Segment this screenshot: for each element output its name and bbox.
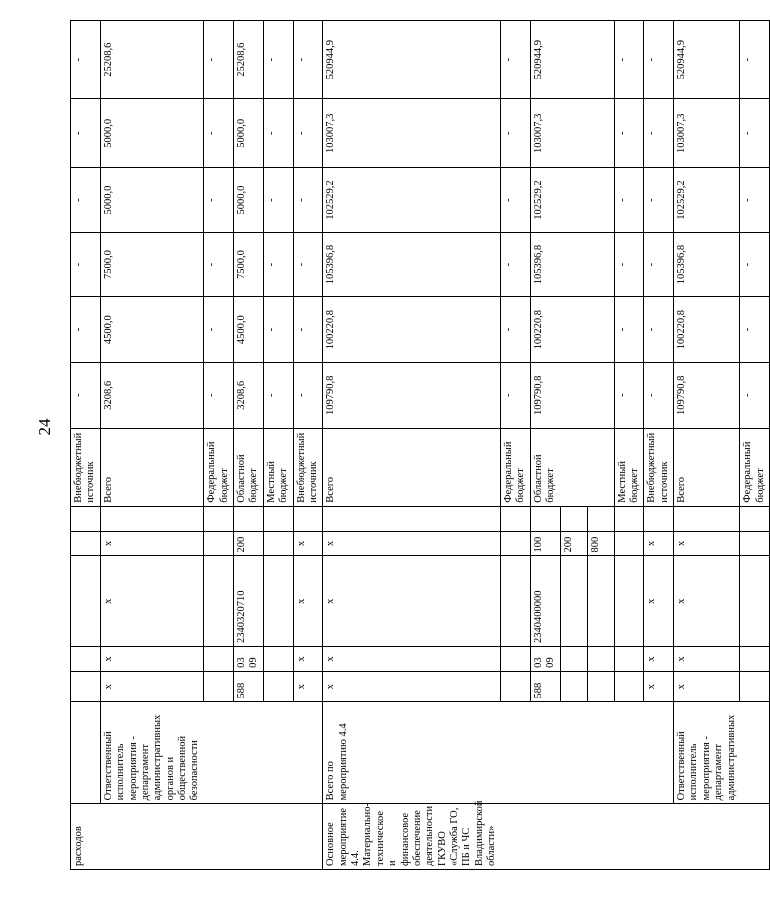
table-cell: 520944,9 [530,21,560,99]
table-cell [674,506,740,531]
table-cell: 109790,8 [674,362,740,428]
table-cell: расходов [71,804,101,870]
table-row [323,21,501,870]
table-cell: Внебюджетный источник [71,428,101,506]
table-cell: - [501,21,531,99]
table-cell [740,531,770,556]
table-cell [614,556,644,647]
table-cell: - [71,168,101,233]
table-cell [293,804,323,870]
table-cell [587,21,614,99]
table-cell: 25208,6 [234,21,264,99]
table-cell: - [263,297,293,363]
table-cell [263,531,293,556]
table-cell: 100220,8 [530,297,560,363]
table-cell [740,506,770,531]
table-cell: х [323,556,501,647]
table-cell: х [323,647,501,672]
table-cell [644,702,674,804]
table-cell [501,671,531,702]
table-cell [587,702,614,804]
table-cell [501,531,531,556]
table-cell [263,556,293,647]
table-cell: 102529,2 [674,168,740,233]
table-row [530,21,560,870]
table-row [501,21,531,870]
table-cell: - [501,168,531,233]
table-cell: х [100,531,204,556]
table-cell: 520944,9 [323,21,501,99]
table-cell [560,428,587,506]
table-cell [100,804,204,870]
table-cell: Областной бюджет [530,428,560,506]
table-cell: 200 [560,531,587,556]
table-cell [204,671,234,702]
table-cell: Всего [674,428,740,506]
table-cell: Ответственный исполнитель мероприятия - департамент административных органов и общественной безопасности [100,702,204,804]
table-cell: 100 [530,531,560,556]
table-cell [560,297,587,363]
table-cell: Федеральный бюджет [740,428,770,506]
table-cell: 3208,6 [100,362,204,428]
table-cell: 5000,0 [100,99,204,168]
table-cell: - [740,232,770,297]
table-cell: 103007,3 [674,99,740,168]
table-cell: 800 [587,531,614,556]
table-cell: х [293,556,323,647]
table-cell: х [644,531,674,556]
table-cell: 4500,0 [100,297,204,363]
table-cell [263,702,293,804]
table-cell [263,804,293,870]
table-cell [740,702,770,804]
table-row [263,21,293,870]
table-cell: х [100,556,204,647]
table-cell: Ответственный исполнитель мероприятия - департамент административных [674,702,740,804]
table-cell [560,362,587,428]
table-cell [234,804,264,870]
table-cell [71,671,101,702]
table-cell: - [293,232,323,297]
table-cell: х [100,647,204,672]
table-cell: - [740,362,770,428]
table-cell [501,556,531,647]
table-cell: - [614,99,644,168]
table-row [644,21,674,870]
table-cell: х [674,671,740,702]
table-cell: - [614,362,644,428]
table-row [293,21,323,870]
table-cell: - [204,99,234,168]
table-cell [740,556,770,647]
table-cell [614,671,644,702]
table-cell: - [204,168,234,233]
table-cell: Внебюджетный источник [644,428,674,506]
table-row [100,21,204,870]
table-cell [293,702,323,804]
table-cell [263,647,293,672]
table-cell: 109790,8 [530,362,560,428]
table-cell: - [263,21,293,99]
table-cell [501,647,531,672]
table-cell: - [644,99,674,168]
table-cell: 7500,0 [100,232,204,297]
table-cell: 588 [234,671,264,702]
table-cell: - [614,21,644,99]
table-cell: 105396,8 [323,232,501,297]
table-cell [560,804,587,870]
table-cell: х [293,647,323,672]
rotated-table-content [70,20,766,870]
table-cell: 105396,8 [530,232,560,297]
table-cell: - [204,21,234,99]
table-cell: х [293,671,323,702]
table-cell [587,647,614,672]
table-cell [560,99,587,168]
table-cell [560,232,587,297]
table-cell [204,556,234,647]
table-cell: 100220,8 [323,297,501,363]
table-cell: - [263,232,293,297]
table-cell: - [644,362,674,428]
table-cell [587,506,614,531]
table-cell [204,647,234,672]
table-cell: 2340320710 [234,556,264,647]
table-cell [587,804,614,870]
table-cell [614,804,644,870]
table-cell: - [644,297,674,363]
table-cell [587,556,614,647]
table-cell [204,804,234,870]
table-cell: - [71,297,101,363]
table-cell: Местный бюджет [614,428,644,506]
table-cell: 100220,8 [674,297,740,363]
table-cell: х [293,531,323,556]
table-cell: - [71,99,101,168]
table-cell [501,506,531,531]
table-cell [71,506,101,531]
table-cell: - [204,297,234,363]
table-row [234,21,264,870]
table-cell: - [501,99,531,168]
table-cell: х [674,647,740,672]
table-cell: - [263,168,293,233]
table-cell: 102529,2 [530,168,560,233]
table-cell: 103007,3 [530,99,560,168]
table-cell: 109790,8 [323,362,501,428]
table-cell [234,702,264,804]
table-cell: - [501,232,531,297]
table-cell: Областной бюджет [234,428,264,506]
table-cell [560,506,587,531]
table-cell: 520944,9 [674,21,740,99]
table-cell [204,702,234,804]
table-cell: - [740,297,770,363]
table-cell: х [644,671,674,702]
table-cell: - [614,168,644,233]
table-cell: Основное мероприятие 4.4. Материально-техническое и финансовое обеспечение деятельности ГКУВО «Служба ГО, ПБ и ЧС Владимирской области» [323,804,501,870]
table-row [587,21,614,870]
table-cell: Всего по мероприятию 4.4 [323,702,501,804]
table-cell [204,506,234,531]
table-cell [560,168,587,233]
table-cell: Всего [323,428,501,506]
table-row [674,21,740,870]
table-cell: 25208,6 [100,21,204,99]
table-cell [323,506,501,531]
table-cell [234,506,264,531]
table-cell [740,804,770,870]
rotated-table-frame [70,20,766,870]
table-cell: 5000,0 [234,99,264,168]
table-cell: 105396,8 [674,232,740,297]
table-cell [530,506,560,531]
table-cell: 588 [530,671,560,702]
table-cell: Всего [100,428,204,506]
table-cell: - [71,21,101,99]
table-cell: - [614,232,644,297]
table-cell [587,428,614,506]
table-cell: - [293,168,323,233]
table-cell [263,506,293,531]
table-cell [587,99,614,168]
table-cell: Федеральный бюджет [204,428,234,506]
table-cell: 7500,0 [234,232,264,297]
table-cell [674,804,740,870]
table-cell: - [644,232,674,297]
table-cell: - [263,99,293,168]
table-cell [560,647,587,672]
table-cell [560,702,587,804]
table-cell [740,647,770,672]
table-cell: х [674,531,740,556]
table-cell: 4500,0 [234,297,264,363]
table-cell [71,531,101,556]
table-cell: - [71,232,101,297]
table-cell [644,506,674,531]
table-cell: х [644,647,674,672]
table-cell [587,671,614,702]
table-cell: 103007,3 [323,99,501,168]
table-row [614,21,644,870]
table-cell: х [644,556,674,647]
table-row [740,21,770,870]
table-cell [740,671,770,702]
page-number: 24 [35,418,54,436]
table-cell: - [263,362,293,428]
table-cell [501,804,531,870]
table-cell [501,702,531,804]
table-cell [293,506,323,531]
table-cell: - [293,362,323,428]
table-cell [204,531,234,556]
table-cell: 102529,2 [323,168,501,233]
table-cell [530,702,560,804]
table-cell: Местный бюджет [263,428,293,506]
table-cell: 3208,6 [234,362,264,428]
table-cell: - [71,362,101,428]
table-row [560,21,587,870]
table-cell [530,804,560,870]
table-cell [587,297,614,363]
table-cell [71,647,101,672]
table-cell [560,556,587,647]
table-cell: - [293,21,323,99]
table-cell: 5000,0 [100,168,204,233]
table-cell: - [204,232,234,297]
table-cell [587,362,614,428]
table-cell: - [614,297,644,363]
table-cell [560,671,587,702]
table-cell: - [740,21,770,99]
table-cell [71,556,101,647]
table-cell: 2340400000 [530,556,560,647]
table-cell [614,506,644,531]
table-cell: 5000,0 [234,168,264,233]
table-cell: Внебюджетный источник [293,428,323,506]
table-cell: 03 09 [234,647,264,672]
table-cell [587,168,614,233]
table-cell: - [740,99,770,168]
table-cell [71,702,101,804]
table-cell: - [293,297,323,363]
table-cell [587,232,614,297]
table-cell: х [100,671,204,702]
table-cell: х [323,671,501,702]
table-cell: х [323,531,501,556]
budget-table [70,20,770,870]
table-row [71,21,101,870]
table-cell: - [501,362,531,428]
table-cell [614,531,644,556]
table-row [204,21,234,870]
table-cell [100,506,204,531]
table-cell [614,702,644,804]
table-cell [614,647,644,672]
table-cell: Федеральный бюджет [501,428,531,506]
table-cell [644,804,674,870]
table-cell: 03 09 [530,647,560,672]
table-cell: - [204,362,234,428]
table-cell: - [644,168,674,233]
table-cell: х [674,556,740,647]
table-cell [560,21,587,99]
table-cell: - [293,99,323,168]
table-cell: - [740,168,770,233]
table-cell [263,671,293,702]
table-cell: - [501,297,531,363]
table-cell: - [644,21,674,99]
table-cell: 200 [234,531,264,556]
